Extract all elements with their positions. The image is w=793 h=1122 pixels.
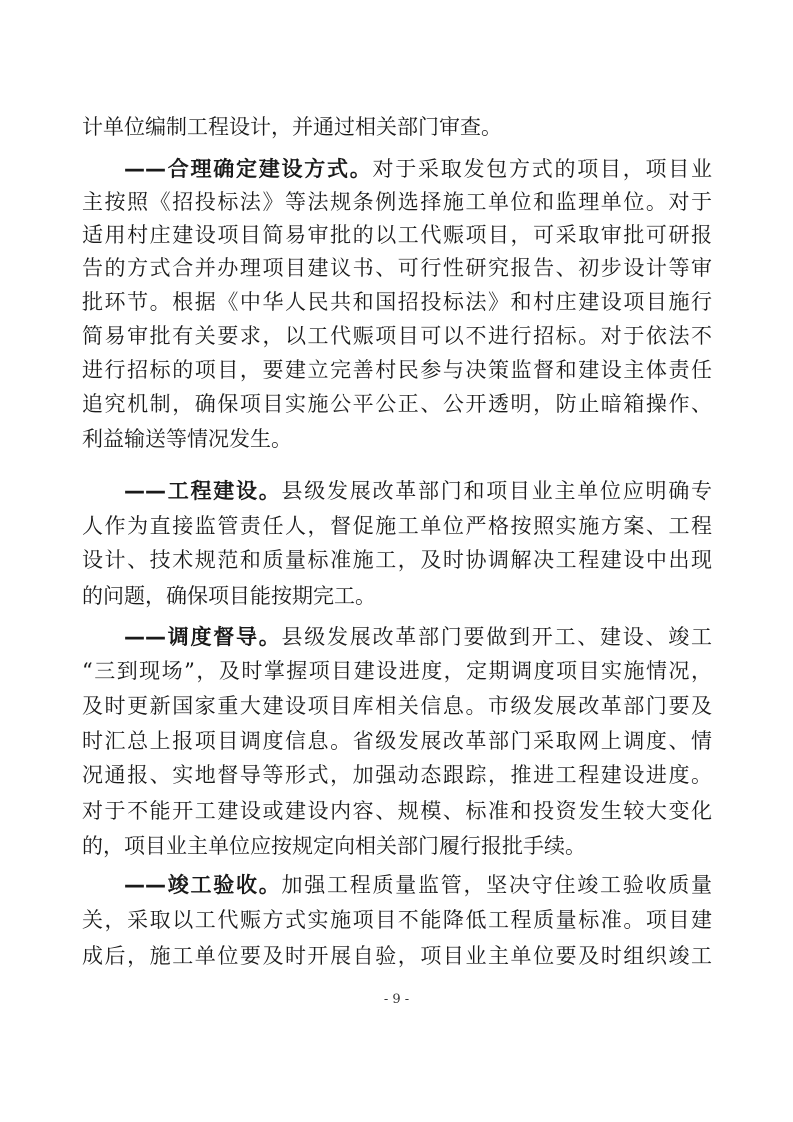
text-line: 的问题，确保项目能按期完工。 bbox=[82, 584, 376, 608]
text-line: 进行招标的项目，要建立完善村民参与决策监督和建设主体责任 bbox=[82, 358, 712, 382]
text-line: 时汇总上报项目调度信息。省级发展改革部门采取网上调度、情 bbox=[82, 729, 712, 753]
text-line: 利益输送等情况发生。 bbox=[82, 427, 292, 451]
section-heading: ——合理确定建设方式。 bbox=[124, 157, 373, 181]
text-line: 对于不能开工建设或建设内容、规模、标准和投资发生较大变化 bbox=[82, 799, 712, 823]
section-text: 对于采取发包方式的项目，项目业 bbox=[372, 157, 712, 181]
text-line: 设计、技术规范和质量标准施工，及时协调解决工程建设中出现 bbox=[82, 548, 712, 572]
text-line: 批环节。根据《中华人民共和国招投标法》和村庄建设项目施行 bbox=[82, 290, 712, 314]
section-heading: ——竣工验收。 bbox=[124, 873, 282, 897]
section-heading-line bbox=[124, 471, 712, 511]
page-number: - 9 - bbox=[383, 992, 410, 1007]
text-line: 主按照《招投标法》等法规条例选择施工单位和监理单位。对于 bbox=[82, 190, 712, 214]
text-line: 适用村庄建设项目简易审批的以工代赈项目，可采取审批可研报 bbox=[82, 223, 712, 247]
text-line: 的，项目业主单位应按规定向相关部门履行报批手续。 bbox=[82, 834, 586, 858]
text-line: 人作为直接监管责任人，督促施工单位严格按照实施方案、工程 bbox=[82, 514, 712, 538]
section-heading: ——工程建设。 bbox=[124, 479, 282, 503]
text-line: 况通报、实地督导等形式，加强动态跟踪，推进工程建设进度。 bbox=[82, 763, 712, 787]
text-line: “三到现场”，及时掌握项目建设进度，定期调度项目实施情况， bbox=[82, 659, 712, 683]
section-text: 县级发展改革部门和项目业主单位应明确专 bbox=[281, 479, 712, 503]
section-text: 加强工程质量监管，坚决守住竣工验收质量 bbox=[281, 873, 712, 897]
text-line: 及时更新国家重大建设项目库相关信息。市级发展改革部门要及 bbox=[82, 694, 712, 718]
text-line: 成后，施工单位要及时开展自验，项目业主单位要及时组织竣工 bbox=[82, 944, 712, 968]
text-line: 告的方式合并办理项目建议书、可行性研究报告、初步设计等审 bbox=[82, 256, 712, 280]
text-line: 关，采取以工代赈方式实施项目不能降低工程质量标准。项目建 bbox=[82, 908, 712, 932]
text-line: 追究机制，确保项目实施公平公正、公开透明，防止暗箱操作、 bbox=[82, 392, 712, 416]
text-line: 简易审批有关要求，以工代赈项目可以不进行招标。对于依法不 bbox=[82, 324, 712, 348]
text-line: 计单位编制工程设计，并通过相关部门审查。 bbox=[82, 115, 502, 139]
section-text: 县级发展改革部门要做到开工、建设、竣工 bbox=[281, 625, 712, 649]
section-heading: ——调度督导。 bbox=[124, 625, 282, 649]
section-heading-line bbox=[124, 865, 712, 905]
